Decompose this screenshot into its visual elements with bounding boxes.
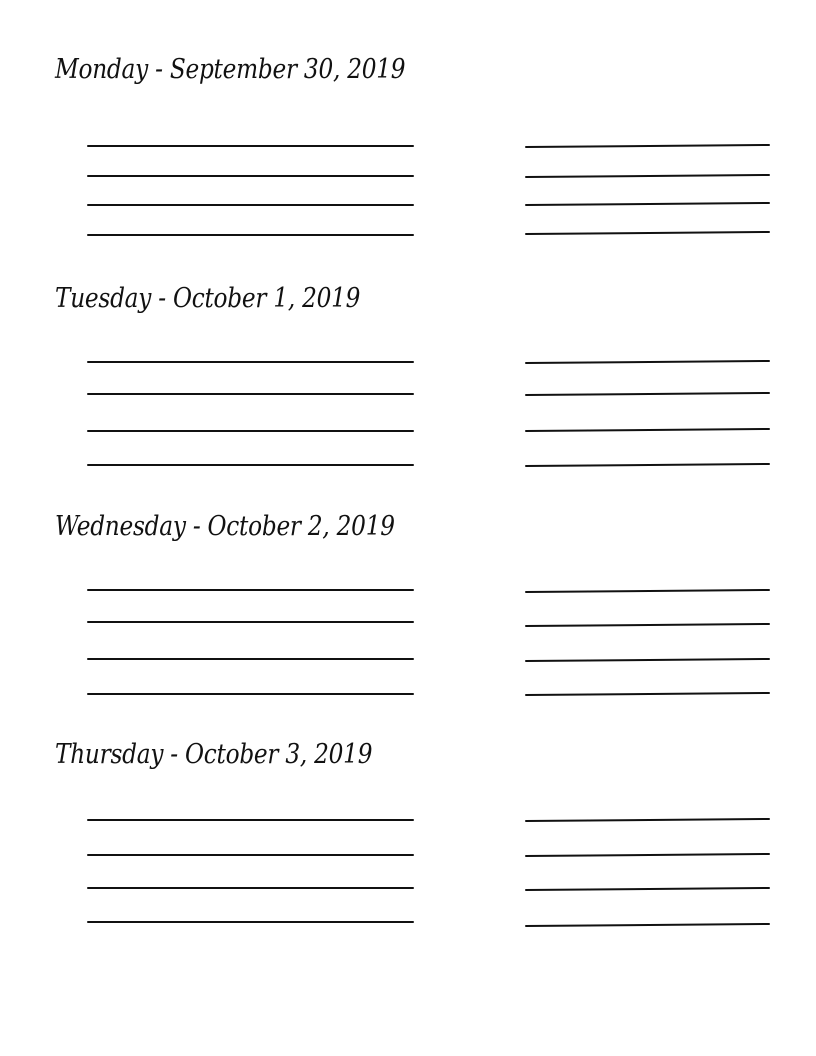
writing-line[interactable] (526, 361, 769, 363)
writing-line[interactable] (526, 854, 769, 856)
day-heading-monday: Monday - September 30, 2019 (55, 54, 406, 85)
writing-line[interactable] (526, 693, 769, 695)
writing-line[interactable] (526, 203, 769, 205)
writing-line[interactable] (526, 429, 769, 431)
day-heading-wednesday: Wednesday - October 2, 2019 (55, 511, 395, 542)
writing-line[interactable] (526, 888, 769, 890)
writing-line[interactable] (526, 175, 769, 177)
writing-line[interactable] (526, 659, 769, 661)
writing-line[interactable] (526, 924, 769, 926)
writing-line[interactable] (526, 393, 769, 395)
writing-line[interactable] (526, 590, 769, 592)
writing-line[interactable] (526, 464, 769, 466)
day-heading-tuesday: Tuesday - October 1, 2019 (55, 283, 361, 314)
writing-line[interactable] (526, 624, 769, 626)
writing-line[interactable] (526, 232, 769, 234)
writing-line[interactable] (526, 819, 769, 821)
writing-line[interactable] (526, 145, 769, 147)
day-heading-thursday: Thursday - October 3, 2019 (55, 739, 373, 770)
